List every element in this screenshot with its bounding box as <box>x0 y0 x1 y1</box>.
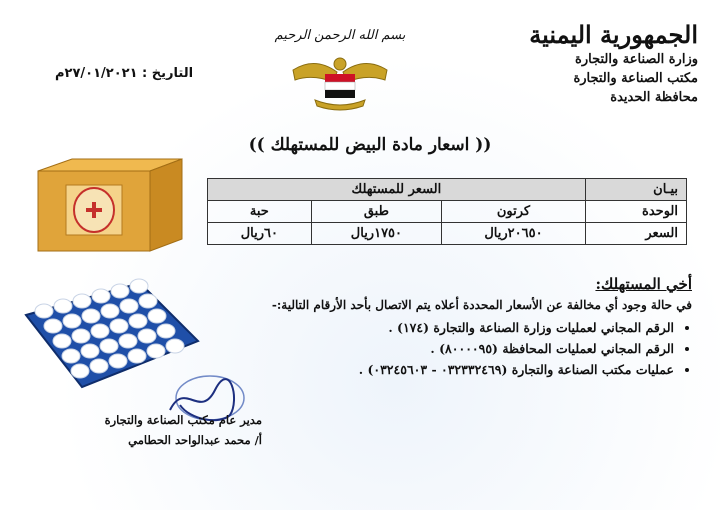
egg-icon <box>138 329 156 343</box>
yemen-emblem-icon <box>285 52 395 114</box>
egg-icon <box>62 349 80 363</box>
egg-icon <box>101 304 119 318</box>
egg-icon <box>128 349 146 363</box>
letterhead <box>478 20 698 107</box>
egg-icon <box>54 299 72 313</box>
ministry-name: وزارة الصناعة والتجارة <box>575 52 698 67</box>
egg-icon <box>120 299 138 313</box>
table-header-label: بيـان <box>585 179 686 201</box>
egg-icon <box>100 339 118 353</box>
egg-icon <box>111 284 129 298</box>
notice-heading: أخي المستهلك: <box>595 275 692 293</box>
hotline-list <box>212 317 692 380</box>
egg-icon <box>72 329 90 343</box>
egg-icon <box>90 359 108 373</box>
egg-icon <box>71 364 89 378</box>
list-item: • الرقم المجاني لعمليات وزارة الصناعة والتجارة (١٧٤) . <box>212 317 674 338</box>
list-item: • عمليات مكتب الصناعة والتجارة (٠٣٢٣٣٢٤٦٩ - ٠٣٢٤٥٦٠٣) . <box>212 359 674 380</box>
price-cell: ٦٠ريال <box>208 223 312 245</box>
egg-icon <box>139 294 157 308</box>
price-table <box>207 178 687 245</box>
signatory-name: أ/ محمد عبدالواحد الحطامي <box>128 433 262 447</box>
egg-icon <box>73 294 91 308</box>
document-title: (( اسعار مادة البيض للمستهلك )) <box>248 135 492 155</box>
document-date: التاريخ : ٢٧/٠١/٢٠٢١م <box>55 66 194 81</box>
price-label: السعر <box>585 223 686 245</box>
country-name: الجمهورية اليمنية <box>529 20 698 49</box>
egg-icon <box>92 289 110 303</box>
governorate-name: محافظة الحديدة <box>610 90 698 105</box>
egg-icon <box>44 319 62 333</box>
egg-icon <box>63 314 81 328</box>
office-name: مكتب الصناعة والتجارة <box>573 71 698 86</box>
egg-icon <box>129 314 147 328</box>
price-cell: ٢٠٦٥٠ريال <box>442 223 586 245</box>
egg-icon <box>35 304 53 318</box>
egg-icon <box>82 309 100 323</box>
unit-cell: طبق <box>311 201 441 223</box>
egg-icon <box>81 344 99 358</box>
notice-intro: في حالة وجود أي مخالفة عن الأسعار المحددة أعلاه يتم الاتصال بأحد الأرقام التالية:- <box>271 298 692 312</box>
table-header-row <box>208 179 687 201</box>
table-row <box>208 201 687 223</box>
egg-icon <box>166 339 184 353</box>
egg-icon <box>91 324 109 338</box>
signature-block <box>52 410 262 450</box>
egg-carton-box-icon <box>32 155 192 255</box>
table-header-value: السعر للمستهلك <box>208 179 586 201</box>
egg-icon <box>148 309 166 323</box>
unit-cell: حبة <box>208 201 312 223</box>
price-cell: ١٧٥٠ريال <box>311 223 441 245</box>
unit-cell: كرتون <box>442 201 586 223</box>
egg-icon <box>119 334 137 348</box>
egg-icon <box>147 344 165 358</box>
egg-icon <box>53 334 71 348</box>
egg-icon <box>130 279 148 293</box>
table-row <box>208 223 687 245</box>
unit-label: الوحدة <box>585 201 686 223</box>
list-item: • الرقم المجاني لعمليات المحافظة (٨٠٠٠٠٩٥) . <box>212 338 674 359</box>
basmala: بسم الله الرحمن الرحيم <box>274 28 406 43</box>
signatory-title: مدير عام مكتب الصناعة والتجارة <box>104 413 262 427</box>
consumer-notice <box>212 275 692 380</box>
egg-icon <box>109 354 127 368</box>
egg-icon <box>110 319 128 333</box>
egg-icon <box>157 324 175 338</box>
